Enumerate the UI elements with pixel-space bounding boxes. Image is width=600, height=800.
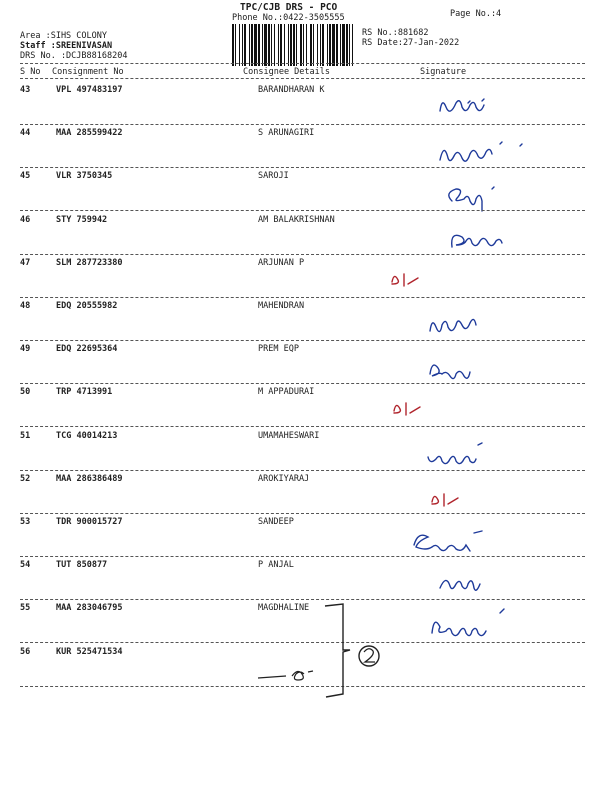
row-serial-number: 49 <box>20 344 31 355</box>
table-row <box>0 128 600 170</box>
row-consignee-name: SANDEEP <box>258 517 294 527</box>
recipient-signature <box>0 171 600 215</box>
row-consignment-number: TCG 40014213 <box>56 430 118 441</box>
row-consignment-number: EDQ 22695364 <box>56 344 118 355</box>
dl-mark <box>0 474 600 518</box>
row-serial-number: 45 <box>20 171 31 182</box>
table-row <box>0 387 600 429</box>
row-divider <box>20 426 585 427</box>
phone-number: Phone No.:0422-3505555 <box>232 13 345 23</box>
header-divider <box>20 63 585 64</box>
table-row <box>0 215 600 257</box>
row-consignee-name: S ARUNAGIRI <box>258 128 315 139</box>
row-serial-number: 56 <box>20 646 31 657</box>
rs-date: RS Date:27-Jan-2022 <box>362 38 460 48</box>
row-divider <box>20 383 585 384</box>
table-row <box>0 474 600 516</box>
recipient-signature <box>0 431 600 475</box>
row-divider <box>20 686 585 687</box>
recipient-signature <box>0 560 600 604</box>
row-serial-number: 43 <box>20 85 31 95</box>
recipient-signature <box>0 344 600 388</box>
row-consignee-name: ARJUNAN P <box>258 257 305 268</box>
row-consignee-name: AROKIYARAJ <box>258 473 310 484</box>
row-consignee-name: UMAMAHESWARI <box>258 430 320 441</box>
row-consignee-name: P ANJAL <box>258 560 294 571</box>
row-consignment-number: MAA 286386489 <box>56 473 123 484</box>
row-consignment-number: STY 759942 <box>56 214 108 225</box>
dl-mark <box>0 387 600 431</box>
table-row <box>0 301 600 343</box>
row-divider <box>20 340 585 341</box>
recipient-signature <box>0 85 600 129</box>
row-consignee-name: M APPADURAI <box>258 387 315 398</box>
row-serial-number: 55 <box>20 603 31 614</box>
row-consignment-number: SLM 287723380 <box>56 257 123 268</box>
area-label: Area :SIHS COLONY <box>20 31 107 41</box>
row-serial-number: 44 <box>20 128 31 139</box>
row-divider <box>20 124 585 125</box>
table-row <box>0 344 600 386</box>
row-consignee-name: SAROJI <box>258 171 289 182</box>
row-serial-number: 51 <box>20 430 31 441</box>
column-header-sno: S No <box>20 67 41 77</box>
sheet-title: TPC/CJB DRS - PCO <box>240 2 338 13</box>
table-row <box>0 603 600 645</box>
row-consignment-number: TDR 900015727 <box>56 517 123 527</box>
page-number: Page No.:4 <box>450 9 502 19</box>
table-row <box>0 560 600 602</box>
column-header-consignee: Consignee Details <box>243 67 330 77</box>
row-divider <box>20 513 585 514</box>
recipient-signature <box>0 301 600 345</box>
row-consignment-number: EDQ 20555982 <box>56 301 118 311</box>
dl-mark <box>0 258 600 302</box>
row-consignee-name: BARANDHARAN K <box>258 85 325 95</box>
row-consignee-name: AM BALAKRISHNAN <box>258 214 335 225</box>
drs-number: DRS No. :DCJB88168204 <box>20 51 128 61</box>
row-divider <box>20 470 585 471</box>
row-serial-number: 47 <box>20 257 31 268</box>
row-serial-number: 46 <box>20 214 31 225</box>
row-consignee-name: MAHENDRAN <box>258 301 305 311</box>
table-row <box>0 85 600 127</box>
recipient-signature <box>0 215 600 259</box>
column-header-divider <box>20 78 585 79</box>
row-serial-number: 48 <box>20 301 31 311</box>
row-divider <box>20 254 585 255</box>
row-consignment-number: VLR 3750345 <box>56 171 113 182</box>
row-consignee-name: PREM EQP <box>258 344 299 355</box>
row-divider <box>20 210 585 211</box>
staff-label: Staff :SREENIVASAN <box>20 41 113 51</box>
column-header-consignment: Consignment No <box>52 67 124 77</box>
rs-number: RS No.:881682 <box>362 28 429 38</box>
recipient-signature <box>0 517 600 561</box>
table-row <box>0 517 600 559</box>
row-divider <box>20 642 585 643</box>
row-serial-number: 52 <box>20 473 31 484</box>
row-consignment-number: KUR 525471534 <box>56 646 123 657</box>
table-row <box>0 258 600 300</box>
barcode <box>232 24 356 66</box>
recipient-signature <box>0 603 600 647</box>
row-serial-number: 50 <box>20 387 31 398</box>
recipient-signature <box>0 128 600 172</box>
row-serial-number: 53 <box>20 517 31 527</box>
row-divider <box>20 556 585 557</box>
table-row <box>0 171 600 213</box>
row-consignee-name: MAGDHALINE <box>258 603 310 614</box>
row-consignment-number: MAA 285599422 <box>56 128 123 139</box>
row-divider <box>20 167 585 168</box>
row-consignment-number: VPL 497483197 <box>56 85 123 95</box>
row-divider <box>20 297 585 298</box>
table-row <box>0 647 600 689</box>
row-serial-number: 54 <box>20 560 31 571</box>
row-consignment-number: TRP 4713991 <box>56 387 113 398</box>
row-consignment-number: TUT 850877 <box>56 560 108 571</box>
table-row <box>0 431 600 473</box>
row-consignment-number: MAA 283046795 <box>56 603 123 614</box>
column-header-signature: Signature <box>420 67 467 77</box>
row-divider <box>20 599 585 600</box>
